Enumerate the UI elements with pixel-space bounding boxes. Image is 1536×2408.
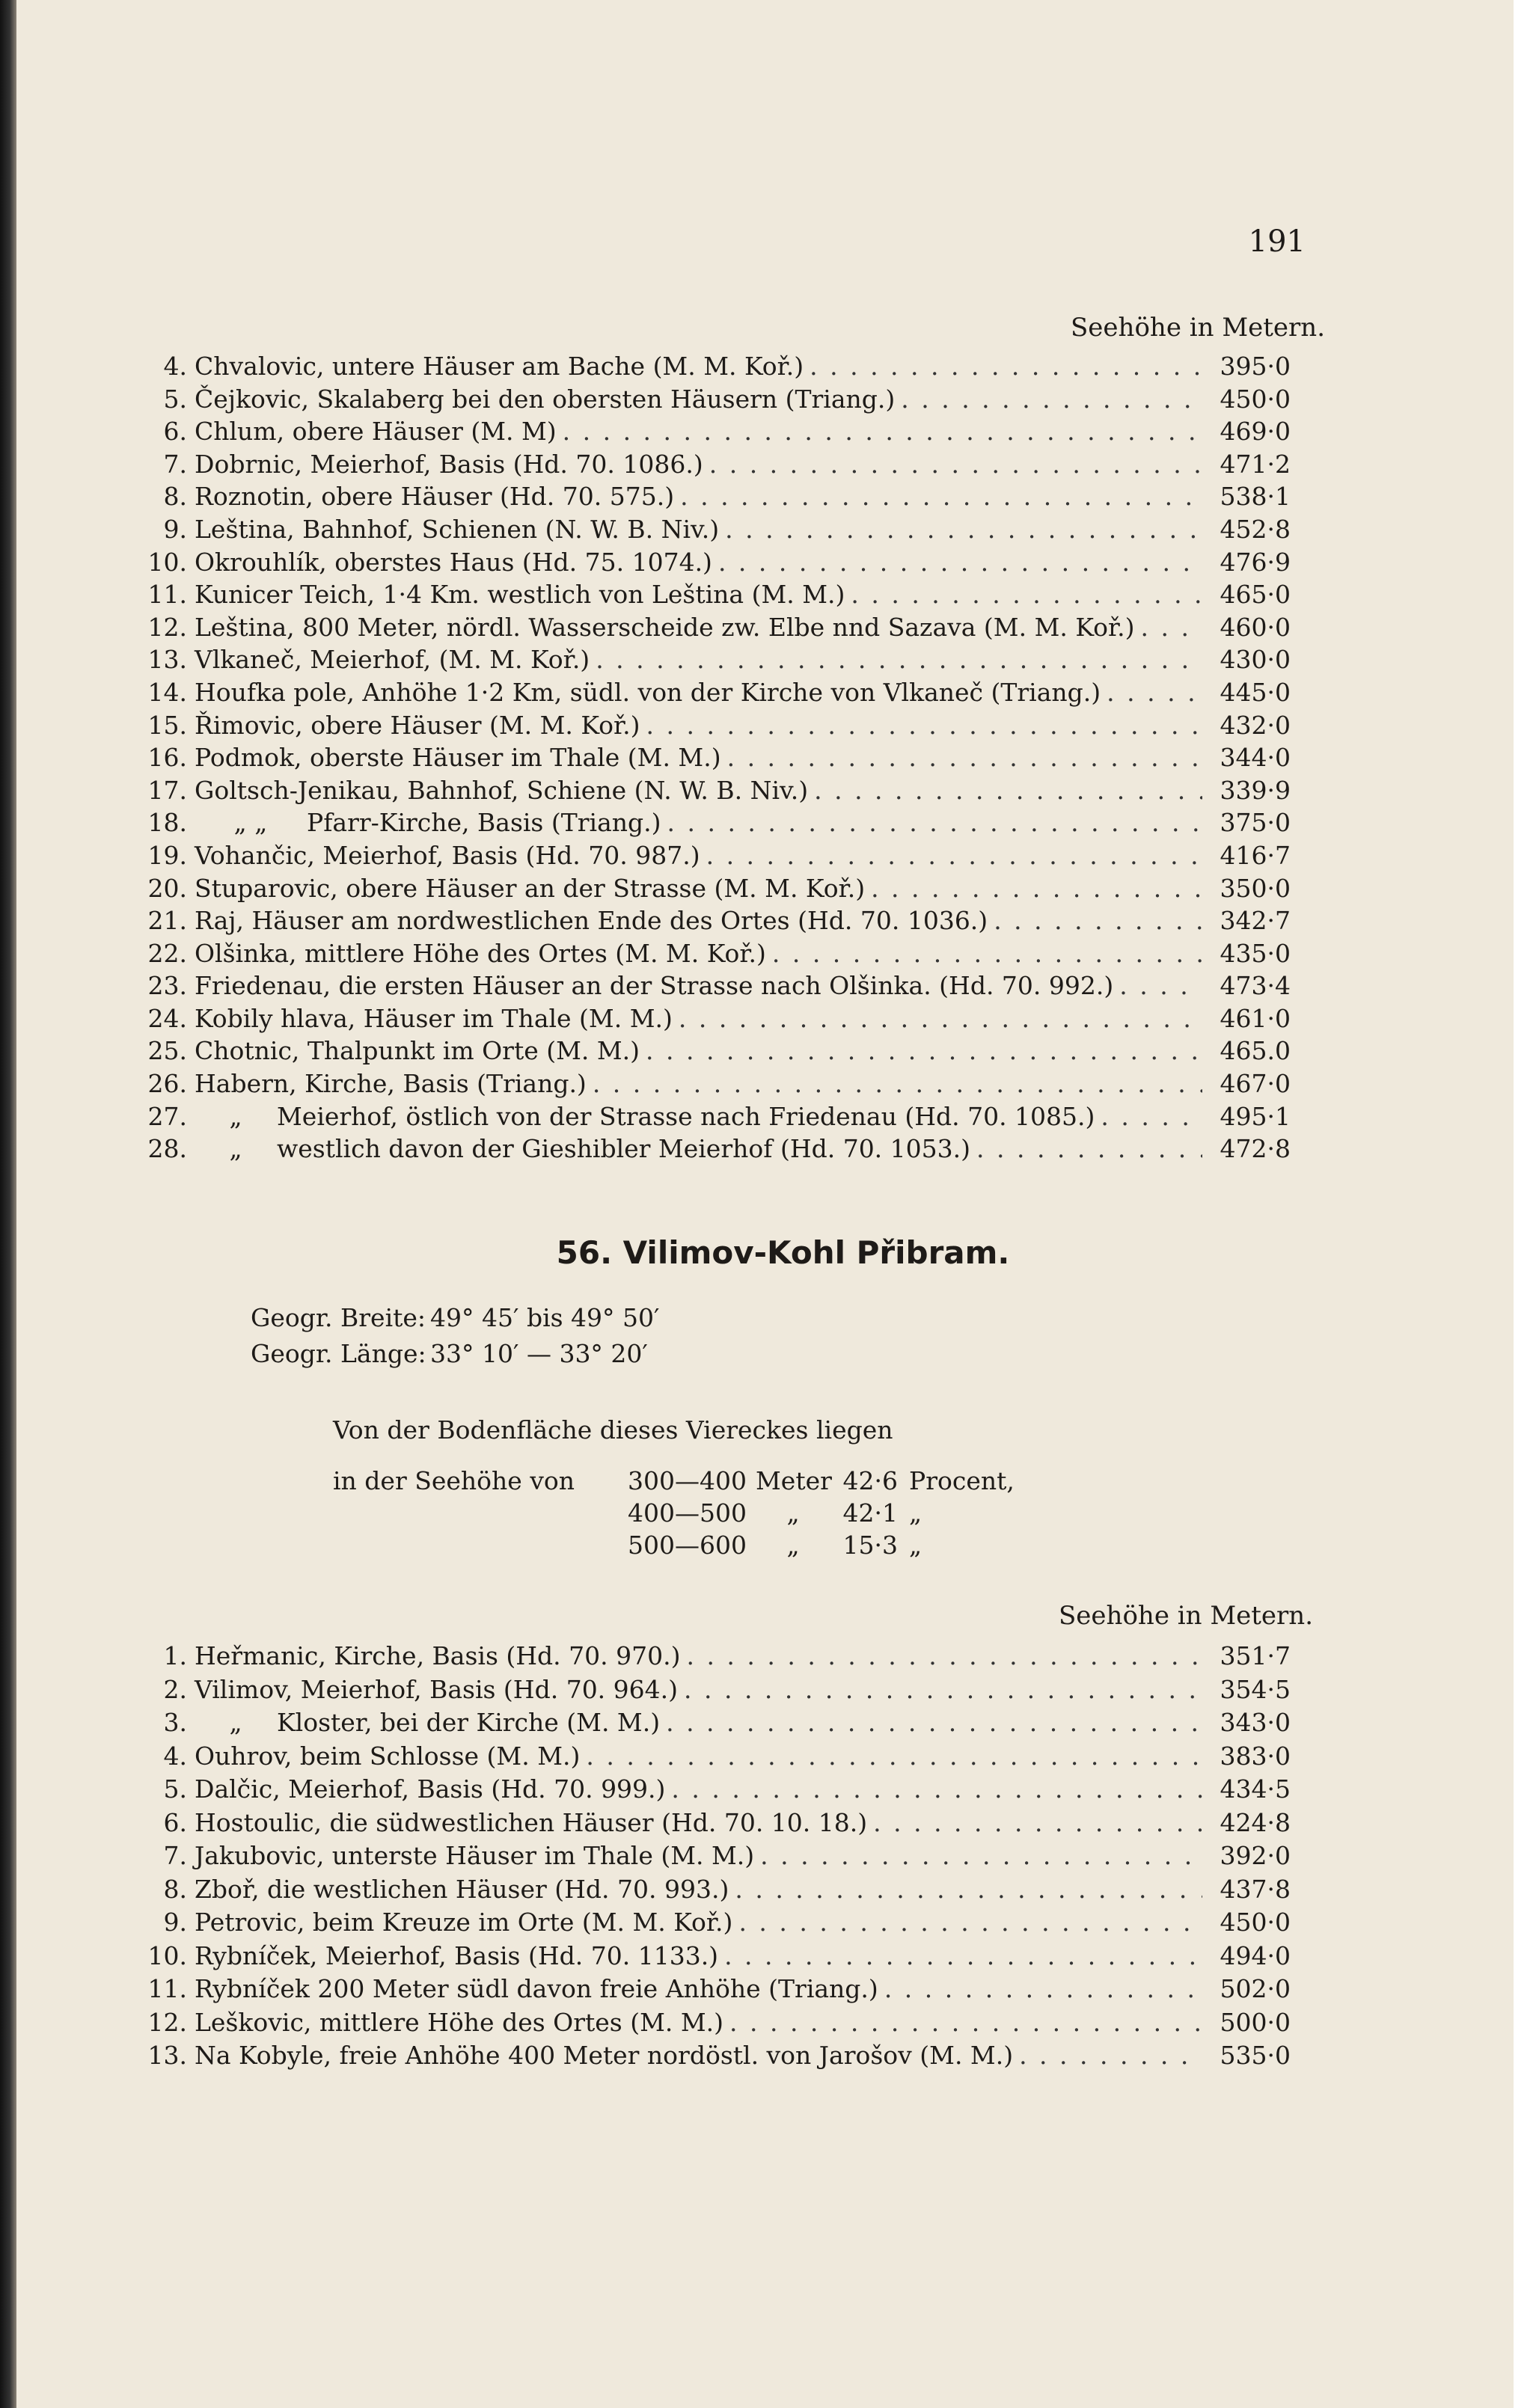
table-row bbox=[135, 613, 1291, 646]
table-row bbox=[135, 1908, 1291, 1941]
row-text bbox=[195, 417, 557, 446]
elevation-value: 460·0 bbox=[1220, 612, 1291, 642]
distribution-label: „ bbox=[909, 1531, 922, 1560]
table-row bbox=[135, 417, 1291, 450]
row-label: Meierhof, östlich von der Strasse nach Friedenau (Hd. 70. 1085.) bbox=[277, 1101, 1095, 1131]
row-text bbox=[195, 743, 721, 772]
row-label: Rybníček, Meierhof, Basis (Hd. 70. 1133.) bbox=[195, 1940, 719, 1970]
dot-leader bbox=[686, 1641, 1202, 1670]
row-number: 9. bbox=[163, 514, 187, 544]
distribution-percent: 42·1 bbox=[842, 1498, 898, 1528]
distribution-label: Procent, bbox=[909, 1466, 1015, 1495]
dot-leader bbox=[725, 515, 1202, 544]
dot-leader bbox=[1107, 678, 1202, 707]
row-text bbox=[195, 939, 766, 968]
elevation-value: 350·0 bbox=[1220, 873, 1291, 903]
elevation-value: 392·0 bbox=[1220, 1841, 1291, 1870]
table-row bbox=[135, 1774, 1291, 1808]
row-label: Stuparovic, obere Häuser an der Strasse (M. M. Koř.) bbox=[195, 873, 866, 903]
elevation-value: 445·0 bbox=[1220, 677, 1291, 707]
table-row bbox=[135, 678, 1291, 711]
dot-leader bbox=[679, 1004, 1202, 1033]
distribution-unit: „ bbox=[786, 1498, 800, 1528]
table-row bbox=[135, 1134, 1291, 1167]
row-number: 24. bbox=[147, 1003, 187, 1033]
row-label: Heřmanic, Kirche, Basis (Hd. 70. 970.) bbox=[195, 1641, 681, 1670]
row-number: 11. bbox=[147, 1974, 187, 2003]
row-number: 6. bbox=[163, 417, 187, 447]
elevation-value: 354·5 bbox=[1220, 1674, 1291, 1704]
row-number: 12. bbox=[147, 2007, 187, 2037]
distribution-percent: 15·3 bbox=[842, 1531, 898, 1560]
ditto-mark: „ bbox=[229, 1708, 242, 1737]
elevation-value: 465.0 bbox=[1220, 1036, 1291, 1066]
row-text bbox=[195, 2041, 1013, 2070]
row-label: Dalčic, Meierhof, Basis (Hd. 70. 999.) bbox=[195, 1774, 666, 1804]
table-row bbox=[135, 1102, 1291, 1135]
geo-longitude bbox=[251, 1339, 648, 1368]
row-label: Dobrnic, Meierhof, Basis (Hd. 70. 1086.) bbox=[195, 449, 703, 479]
dot-leader bbox=[646, 1036, 1202, 1065]
distribution-range: 500—600 bbox=[628, 1531, 747, 1560]
distribution-range: 300—400 bbox=[628, 1466, 747, 1495]
table-row bbox=[135, 1708, 1291, 1741]
dot-leader bbox=[873, 1808, 1202, 1837]
elevation-value: 469·0 bbox=[1220, 417, 1291, 447]
table-row bbox=[135, 580, 1291, 613]
column-header-a: Seehöhe in Metern. bbox=[1071, 313, 1325, 343]
table-row bbox=[135, 808, 1291, 841]
row-label: westlich davon der Gieshibler Meierhof (Hd. 70. 1053.) bbox=[277, 1134, 971, 1164]
row-number: 28. bbox=[147, 1134, 187, 1164]
dot-leader bbox=[671, 1774, 1202, 1804]
dot-leader bbox=[563, 417, 1202, 446]
table-row bbox=[135, 1841, 1291, 1875]
row-label: Vlkaneč, Meierhof, (M. M. Koř.) bbox=[195, 645, 590, 675]
row-text bbox=[195, 580, 845, 609]
row-number: 21. bbox=[147, 906, 187, 936]
table-row bbox=[135, 1069, 1291, 1102]
dot-leader bbox=[772, 939, 1202, 968]
row-number: 10. bbox=[147, 1940, 187, 1970]
table-row bbox=[135, 841, 1291, 874]
row-text bbox=[195, 1069, 587, 1098]
row-text bbox=[195, 2008, 723, 2037]
row-text bbox=[195, 645, 590, 674]
row-text bbox=[195, 1708, 660, 1737]
table-row bbox=[135, 874, 1291, 907]
row-label: Pfarr-Kirche, Basis (Triang.) bbox=[307, 808, 661, 838]
row-number: 7. bbox=[163, 449, 187, 479]
table-row bbox=[135, 1808, 1291, 1842]
row-text bbox=[195, 678, 1101, 707]
elevation-table-b bbox=[135, 1641, 1291, 2074]
row-number: 25. bbox=[147, 1036, 187, 1066]
table-row bbox=[135, 1875, 1291, 1908]
dot-leader bbox=[851, 580, 1202, 609]
row-text bbox=[195, 548, 712, 577]
table-row bbox=[135, 1741, 1291, 1775]
distribution-prefix: in der Seehöhe von bbox=[333, 1466, 575, 1495]
elevation-value: 465·0 bbox=[1220, 580, 1291, 610]
row-number: 26. bbox=[147, 1069, 187, 1099]
elevation-value: 452·8 bbox=[1220, 514, 1291, 544]
row-text bbox=[195, 1875, 729, 1904]
dot-leader bbox=[994, 906, 1202, 935]
dot-leader bbox=[729, 2008, 1202, 2037]
distribution-unit: „ bbox=[786, 1531, 800, 1560]
dot-leader bbox=[666, 1708, 1202, 1737]
row-label: Zboř, die westlichen Häuser (Hd. 70. 993.) bbox=[195, 1874, 729, 1904]
dot-leader bbox=[1101, 1102, 1202, 1131]
row-text bbox=[195, 1036, 640, 1065]
row-text bbox=[195, 906, 988, 935]
dot-leader bbox=[727, 743, 1202, 772]
dot-leader bbox=[871, 874, 1202, 903]
geo-latitude bbox=[251, 1303, 660, 1332]
table-row bbox=[135, 1036, 1291, 1069]
row-number: 7. bbox=[163, 1841, 187, 1870]
table-row bbox=[135, 450, 1291, 482]
dot-leader bbox=[1019, 2041, 1202, 2070]
row-text bbox=[195, 711, 640, 740]
row-number: 16. bbox=[147, 743, 187, 773]
elevation-value: 339·9 bbox=[1220, 775, 1291, 805]
row-label: Kloster, bei der Kirche (M. M.) bbox=[277, 1708, 661, 1737]
dot-leader bbox=[976, 1134, 1202, 1163]
row-label: Kobily hlava, Häuser im Thale (M. M.) bbox=[195, 1003, 673, 1033]
elevation-table-a bbox=[135, 352, 1291, 1167]
dot-leader bbox=[810, 352, 1202, 381]
row-label: Chvalovic, untere Häuser am Bache (M. M. Koř.) bbox=[195, 352, 804, 381]
dot-leader bbox=[709, 450, 1202, 479]
table-row bbox=[135, 776, 1291, 809]
column-header-b: Seehöhe in Metern. bbox=[1059, 1601, 1313, 1631]
table-row bbox=[135, 515, 1291, 548]
row-number: 13. bbox=[147, 2041, 187, 2070]
elevation-value: 344·0 bbox=[1220, 743, 1291, 773]
elevation-value: 472·8 bbox=[1220, 1134, 1291, 1164]
elevation-value: 461·0 bbox=[1220, 1003, 1291, 1033]
dot-leader bbox=[1119, 971, 1202, 1000]
elevation-value: 500·0 bbox=[1220, 2007, 1291, 2037]
elevation-value: 351·7 bbox=[1220, 1641, 1291, 1670]
elevation-value: 494·0 bbox=[1220, 1940, 1291, 1970]
row-text bbox=[195, 971, 1113, 1000]
row-label: Raj, Häuser am nordwestlichen Ende des Ortes (Hd. 70. 1036.) bbox=[195, 906, 988, 936]
row-number: 2. bbox=[163, 1674, 187, 1704]
table-row bbox=[135, 939, 1291, 972]
row-number: 19. bbox=[147, 840, 187, 870]
row-text bbox=[195, 1641, 680, 1670]
row-label: Hostoulic, die südwestlichen Häuser (Hd. 70. 10. 18.) bbox=[195, 1807, 868, 1837]
table-row bbox=[135, 711, 1291, 744]
row-number: 3. bbox=[163, 1708, 187, 1737]
row-text bbox=[195, 841, 700, 870]
row-number: 5. bbox=[163, 1774, 187, 1804]
row-number: 11. bbox=[147, 580, 187, 610]
row-number: 17. bbox=[147, 775, 187, 805]
row-text bbox=[195, 613, 1134, 642]
ditto-mark: „ bbox=[229, 1101, 242, 1131]
dot-leader bbox=[667, 808, 1203, 837]
elevation-value: 416·7 bbox=[1220, 840, 1291, 870]
geo-longitude-value: 33° 10′ — 33° 20′ bbox=[430, 1339, 648, 1368]
dot-leader bbox=[1140, 613, 1202, 642]
elevation-value: 476·9 bbox=[1220, 547, 1291, 577]
table-row bbox=[135, 482, 1291, 515]
page-margin-edge bbox=[1514, 0, 1536, 2408]
elevation-value: 342·7 bbox=[1220, 906, 1291, 936]
elevation-value: 473·4 bbox=[1220, 971, 1291, 1001]
row-number: 9. bbox=[163, 1908, 187, 1937]
row-text bbox=[195, 1134, 970, 1163]
table-row bbox=[135, 2008, 1291, 2041]
row-label: Kunicer Teich, 1·4 Km. westlich von Leština (M. M.) bbox=[195, 580, 845, 610]
distribution-unit: Meter bbox=[756, 1466, 832, 1495]
row-label: Na Kobyle, freie Anhöhe 400 Meter nordöstl. von Jarošov (M. M.) bbox=[195, 2041, 1014, 2070]
elevation-value: 502·0 bbox=[1220, 1974, 1291, 2003]
table-row bbox=[135, 906, 1291, 939]
row-text bbox=[195, 515, 719, 544]
row-label: Chotnic, Thalpunkt im Orte (M. M.) bbox=[195, 1036, 640, 1066]
distribution-range: 400—500 bbox=[628, 1498, 747, 1528]
table-row bbox=[135, 1974, 1291, 2008]
row-number: 12. bbox=[147, 612, 187, 642]
table-row bbox=[135, 385, 1291, 417]
dot-leader bbox=[901, 385, 1202, 414]
row-label: Jakubovic, unterste Häuser im Thale (M. M.) bbox=[195, 1841, 755, 1870]
row-text bbox=[195, 1941, 718, 1970]
elevation-value: 450·0 bbox=[1220, 1908, 1291, 1937]
elevation-value: 495·1 bbox=[1220, 1101, 1291, 1131]
row-label: Goltsch-Jenikau, Bahnhof, Schiene (N. W. B. Niv.) bbox=[195, 775, 809, 805]
row-text bbox=[195, 450, 703, 479]
row-number: 5. bbox=[163, 384, 187, 414]
distribution-label: „ bbox=[909, 1498, 922, 1528]
row-label: Vilimov, Meierhof, Basis (Hd. 70. 964.) bbox=[195, 1674, 679, 1704]
row-number: 8. bbox=[163, 482, 187, 512]
elevation-value: 343·0 bbox=[1220, 1708, 1291, 1737]
row-label: Habern, Kirche, Basis (Triang.) bbox=[195, 1069, 587, 1099]
row-text bbox=[195, 874, 865, 903]
row-label: Ouhrov, beim Schlosse (M. M.) bbox=[195, 1741, 581, 1771]
elevation-value: 383·0 bbox=[1220, 1741, 1291, 1771]
row-label: Čejkovic, Skalaberg bei den obersten Häusern (Triang.) bbox=[195, 384, 896, 414]
row-text bbox=[195, 482, 674, 511]
row-text bbox=[195, 1741, 580, 1771]
table-row bbox=[135, 1641, 1291, 1675]
table-row bbox=[135, 1675, 1291, 1709]
dot-leader bbox=[684, 1675, 1202, 1704]
row-text bbox=[195, 1908, 732, 1937]
row-number: 14. bbox=[147, 677, 187, 707]
row-text bbox=[195, 1841, 754, 1870]
row-label: Vohančic, Meierhof, Basis (Hd. 70. 987.) bbox=[195, 840, 700, 870]
row-text bbox=[195, 776, 808, 805]
dot-leader bbox=[706, 841, 1202, 870]
dot-leader bbox=[735, 1875, 1202, 1904]
elevation-value: 471·2 bbox=[1220, 449, 1291, 479]
elevation-value: 375·0 bbox=[1220, 808, 1291, 838]
row-label: Podmok, oberste Häuser im Thale (M. M.) bbox=[195, 743, 721, 773]
dot-leader bbox=[724, 1941, 1202, 1970]
row-label: Chlum, obere Häuser (M. M) bbox=[195, 417, 557, 447]
row-number: 18. bbox=[147, 808, 187, 838]
row-label: Petrovic, beim Kreuze im Orte (M. M. Koř.) bbox=[195, 1908, 733, 1937]
page-number: 191 bbox=[1248, 224, 1306, 259]
row-number: 22. bbox=[147, 938, 187, 968]
dot-leader bbox=[593, 1069, 1202, 1098]
table-row bbox=[135, 2041, 1291, 2074]
row-label: Řimovic, obere Häuser (M. M. Koř.) bbox=[195, 710, 640, 740]
ditto-mark: „ bbox=[229, 1134, 242, 1164]
elevation-value: 434·5 bbox=[1220, 1774, 1291, 1804]
dot-leader bbox=[760, 1841, 1202, 1870]
row-number: 15. bbox=[147, 710, 187, 740]
dot-leader bbox=[738, 1908, 1202, 1937]
elevation-value: 538·1 bbox=[1220, 482, 1291, 512]
elevation-value: 395·0 bbox=[1220, 352, 1291, 381]
row-text bbox=[195, 1004, 673, 1033]
table-row bbox=[135, 743, 1291, 776]
row-text bbox=[195, 1974, 878, 2003]
dot-leader bbox=[718, 548, 1202, 577]
elevation-value: 432·0 bbox=[1220, 710, 1291, 740]
row-number: 4. bbox=[163, 352, 187, 381]
row-label: Olšinka, mittlere Höhe des Ortes (M. M. Koř.) bbox=[195, 938, 766, 968]
row-number: 6. bbox=[163, 1807, 187, 1837]
row-label: Leština, 800 Meter, nördl. Wasserscheide zw. Elbe nnd Sazava (M. M. Koř.) bbox=[195, 612, 1135, 642]
distribution-percent: 42·6 bbox=[842, 1466, 898, 1495]
table-row bbox=[135, 971, 1291, 1004]
table-row bbox=[135, 1004, 1291, 1037]
row-text bbox=[195, 808, 661, 837]
dot-leader bbox=[596, 645, 1202, 674]
row-text bbox=[195, 352, 804, 381]
elevation-value: 467·0 bbox=[1220, 1069, 1291, 1099]
row-text bbox=[195, 1675, 678, 1704]
row-label: Rybníček 200 Meter südl davon freie Anhöhe (Triang.) bbox=[195, 1974, 878, 2003]
elevation-value: 450·0 bbox=[1220, 384, 1291, 414]
dot-leader bbox=[586, 1741, 1202, 1771]
row-label: Houfka pole, Anhöhe 1·2 Km, südl. von der Kirche von Vlkaneč (Triang.) bbox=[195, 677, 1101, 707]
row-label: Leština, Bahnhof, Schienen (N. W. B. Niv.) bbox=[195, 514, 720, 544]
table-row bbox=[135, 352, 1291, 385]
table-row bbox=[135, 645, 1291, 678]
dot-leader bbox=[680, 482, 1202, 511]
page-binding-edge bbox=[0, 0, 16, 2408]
dot-leader bbox=[646, 711, 1202, 740]
ditto-mark: „ „ bbox=[233, 808, 268, 838]
row-number: 13. bbox=[147, 645, 187, 675]
row-number: 8. bbox=[163, 1874, 187, 1904]
row-label: Roznotin, obere Häuser (Hd. 70. 575.) bbox=[195, 482, 675, 512]
geo-latitude-label: Geogr. Breite: bbox=[251, 1303, 426, 1332]
geo-latitude-value: 49° 45′ bis 49° 50′ bbox=[430, 1303, 660, 1332]
elevation-value: 535·0 bbox=[1220, 2041, 1291, 2070]
table-row bbox=[135, 1941, 1291, 1975]
row-label: Friedenau, die ersten Häuser an der Strasse nach Olšinka. (Hd. 70. 992.) bbox=[195, 971, 1114, 1001]
elevation-value: 435·0 bbox=[1220, 938, 1291, 968]
intro-text: Von der Bodenfläche dieses Viereckes liegen bbox=[333, 1415, 893, 1445]
row-text bbox=[195, 385, 895, 414]
row-number: 23. bbox=[147, 971, 187, 1001]
row-number: 10. bbox=[147, 547, 187, 577]
row-number: 1. bbox=[163, 1641, 187, 1670]
table-row bbox=[135, 548, 1291, 580]
row-label: Leškovic, mittlere Höhe des Ortes (M. M.) bbox=[195, 2007, 723, 2037]
row-number: 27. bbox=[147, 1101, 187, 1131]
row-text bbox=[195, 1774, 665, 1804]
elevation-value: 437·8 bbox=[1220, 1874, 1291, 1904]
row-text bbox=[195, 1102, 1095, 1131]
dot-leader bbox=[814, 776, 1202, 805]
elevation-value: 424·8 bbox=[1220, 1807, 1291, 1837]
row-number: 20. bbox=[147, 873, 187, 903]
row-number: 4. bbox=[163, 1741, 187, 1771]
elevation-value: 430·0 bbox=[1220, 645, 1291, 675]
dot-leader bbox=[884, 1974, 1202, 2003]
row-label: Okrouhlík, oberstes Haus (Hd. 75. 1074.) bbox=[195, 547, 712, 577]
row-text bbox=[195, 1808, 867, 1837]
section-title: 56. Vilimov-Kohl Přibram. bbox=[556, 1234, 1010, 1271]
geo-longitude-label: Geogr. Länge: bbox=[251, 1339, 426, 1368]
